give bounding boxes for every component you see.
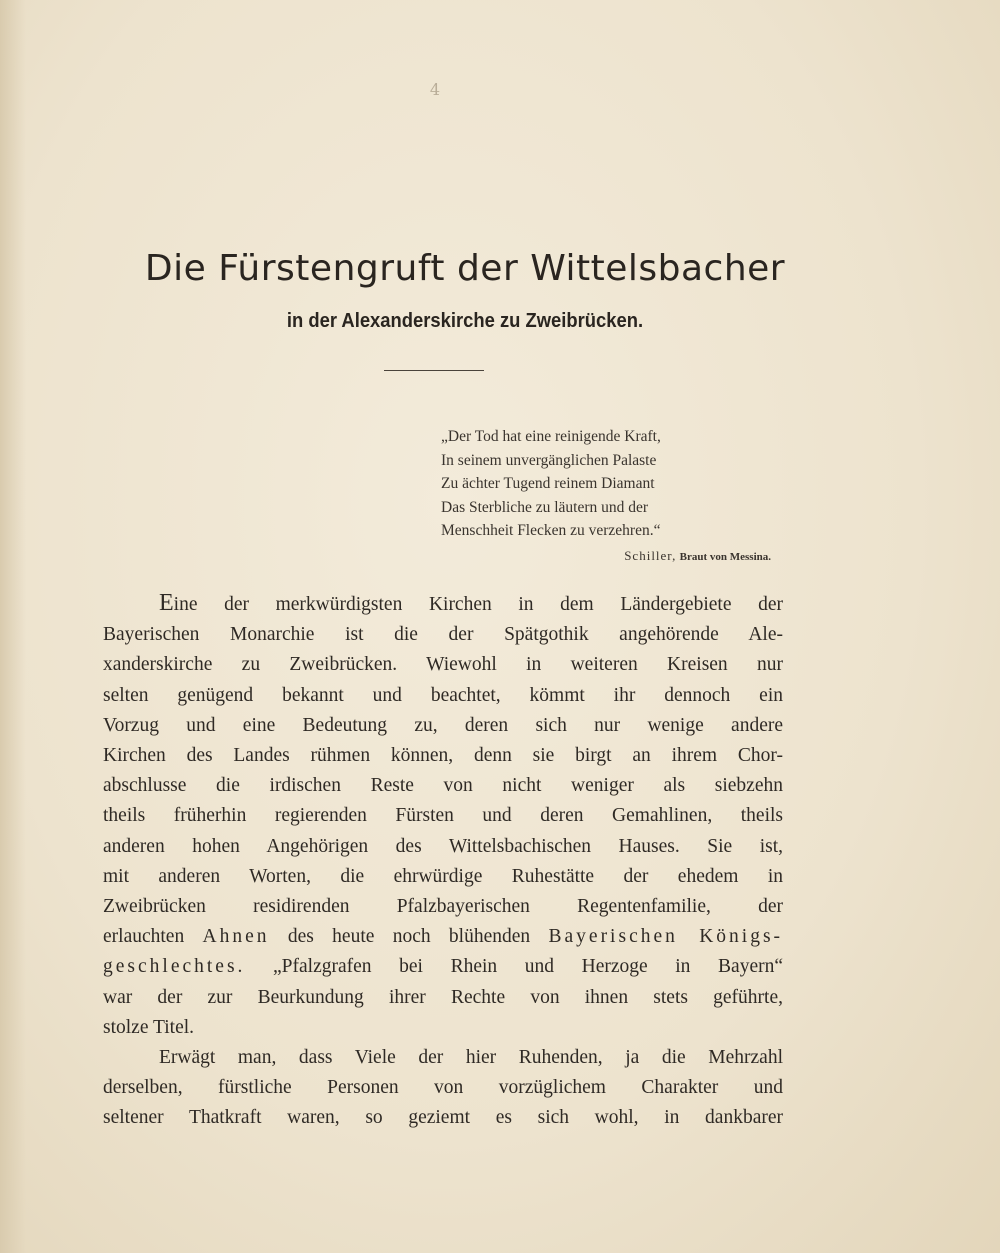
epigraph-attribution — [441, 544, 771, 570]
text-line: theils früherhin regierenden Fürsten und deren Gemahlinen, theils — [103, 805, 783, 827]
text-line: Vorzug und eine Bedeutung zu, deren sich nur wenige andere — [103, 714, 783, 736]
paragraph-2 — [103, 1043, 783, 1134]
epigraph — [441, 425, 771, 570]
text-line: stolze Titel. — [103, 1016, 195, 1038]
page-title: Die Fürstengruft der Wittelsbacher — [144, 248, 786, 289]
text-line: xanderskirche zu Zweibrücken. Wiewohl in weiteren Kreisen nur — [103, 654, 783, 676]
epigraph-work: Braut von Messina. — [679, 550, 771, 563]
text-segment: „Pfalzgrafen bei Rhein und Herzoge in Bayern“ — [273, 956, 783, 978]
title-divider — [384, 370, 484, 371]
epigraph-line: Das Sterbliche zu läutern und der — [441, 498, 649, 516]
text-line: anderen hohen Angehörigen des Wittelsbachischen Hauses. Sie ist, — [103, 835, 783, 857]
emphasized-text: geschlechtes. — [103, 956, 246, 978]
text-line — [103, 588, 783, 620]
epigraph-author: Schiller, — [624, 547, 677, 563]
epigraph-line: Menschheit Flecken zu verzehren.“ — [441, 522, 661, 540]
page-number: 4 — [429, 80, 441, 99]
drop-initial: E — [159, 590, 174, 616]
text-line: Bayerischen Monarchie ist die der Spätgothik angehörende Ale- — [103, 624, 783, 646]
text-line: abschlusse die irdischen Reste von nicht weniger als siebzehn — [103, 775, 783, 797]
text-line — [103, 952, 783, 982]
text-line — [103, 922, 783, 952]
text-line: derselben, fürstliche Personen von vorzüglichem Charakter und — [103, 1077, 783, 1099]
page-subtitle: in der Alexanderskirche zu Zweibrücken. — [286, 310, 644, 332]
emphasized-text: Bayerischen Königs- — [548, 926, 784, 948]
text-segment: erlauchten — [103, 926, 185, 948]
text-line: Erwägt man, dass Viele der hier Ruhenden, ja die Mehrzahl — [159, 1047, 783, 1069]
text-line-content: ine der merkwürdigsten Kirchen in dem Ländergebiete der — [173, 594, 783, 615]
paragraph-1 — [103, 588, 783, 1043]
text-line: Kirchen des Landes rühmen können, denn sie birgt an ihrem Chor- — [103, 745, 783, 767]
text-line: war der zur Beurkundung ihrer Rechte von ihnen stets geführte, — [103, 986, 783, 1008]
epigraph-line: In seinem unvergänglichen Palaste — [441, 451, 657, 469]
text-line: selten genügend bekannt und beachtet, kömmt ihr dennoch ein — [103, 684, 783, 706]
text-line: seltener Thatkraft waren, so geziemt es sich wohl, in dankbarer — [103, 1107, 783, 1129]
epigraph-line: „Der Tod hat eine reinigende Kraft, — [441, 428, 661, 445]
text-line: mit anderen Worten, die ehrwürdige Ruhestätte der ehedem in — [103, 865, 783, 887]
text-line: Zweibrücken residirenden Pfalzbayerischen Regentenfamilie, der — [103, 896, 783, 918]
epigraph-line: Zu ächter Tugend reinem Diamant — [441, 475, 655, 493]
text-segment: des heute noch blühenden — [287, 926, 531, 948]
emphasized-text: Ahnen — [202, 926, 270, 948]
body-text — [103, 588, 783, 1134]
